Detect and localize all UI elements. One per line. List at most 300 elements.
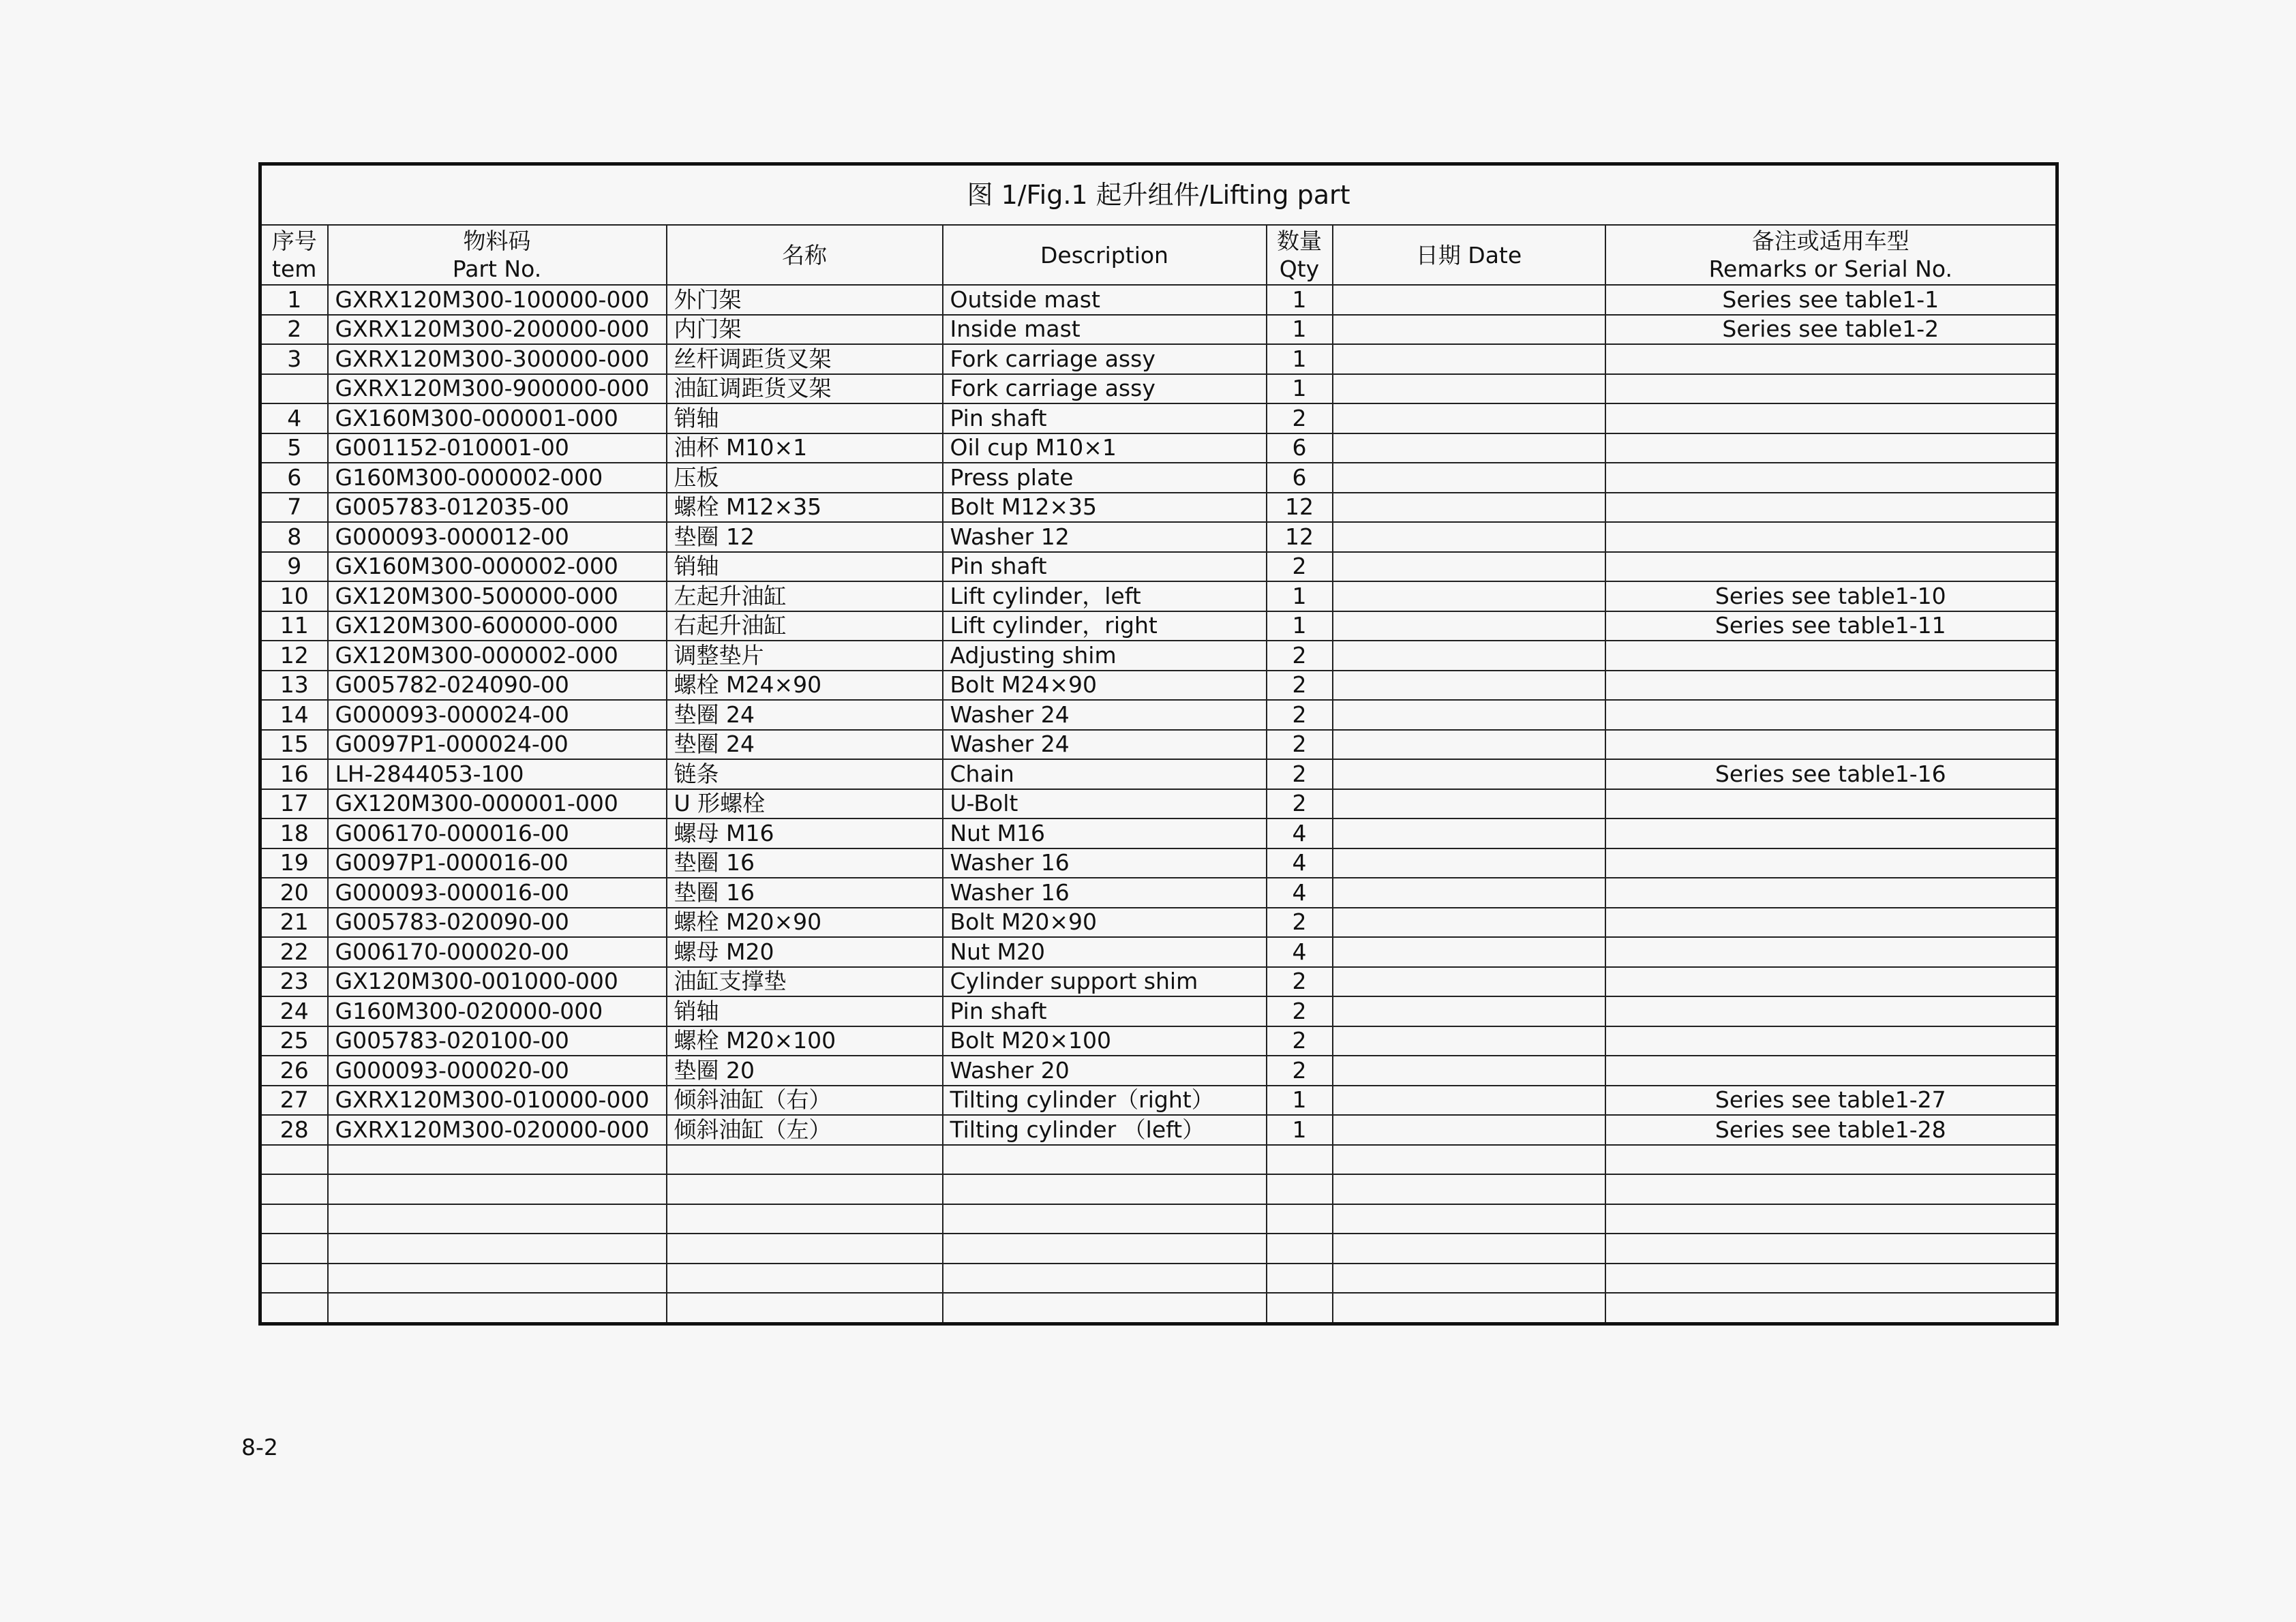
cell-item xyxy=(260,1293,328,1323)
cell-name-cn: 螺母 M20 xyxy=(667,937,943,967)
cell-item: 12 xyxy=(260,641,328,671)
cell-name-cn: 压板 xyxy=(667,463,943,493)
cell-name-cn xyxy=(667,1264,943,1294)
cell-qty: 2 xyxy=(1267,671,1333,701)
cell-remarks: Series see table1-27 xyxy=(1605,1086,2057,1116)
cell-qty: 1 xyxy=(1267,285,1333,315)
cell-item: 1 xyxy=(260,285,328,315)
cell-remarks xyxy=(1605,937,2057,967)
cell-qty xyxy=(1267,1174,1333,1204)
cell-name-cn: 螺栓 M24×90 xyxy=(667,671,943,701)
cell-part-no xyxy=(328,1174,667,1204)
cell-item: 9 xyxy=(260,552,328,582)
cell-item xyxy=(260,1204,328,1234)
table-row xyxy=(260,700,2057,730)
cell-item: 17 xyxy=(260,789,328,819)
cell-date xyxy=(1333,967,1605,997)
cell-date xyxy=(1333,1234,1605,1264)
table-row xyxy=(260,1086,2057,1116)
cell-name-cn: 倾斜油缸（左） xyxy=(667,1115,943,1145)
cell-part-no: GXRX120M300-900000-000 xyxy=(328,374,667,404)
cell-description: U-Bolt xyxy=(943,789,1267,819)
cell-item: 5 xyxy=(260,433,328,463)
table-title-row xyxy=(260,164,2057,226)
table-row xyxy=(260,1056,2057,1086)
header-remarks xyxy=(1605,225,2057,285)
table-row xyxy=(260,789,2057,819)
cell-name-cn: 油杯 M10×1 xyxy=(667,433,943,463)
cell-remarks xyxy=(1605,878,2057,908)
cell-qty: 6 xyxy=(1267,463,1333,493)
table-row xyxy=(260,1026,2057,1056)
cell-item xyxy=(260,374,328,404)
cell-part-no xyxy=(328,1234,667,1264)
cell-date xyxy=(1333,522,1605,552)
cell-name-cn: 螺栓 M20×100 xyxy=(667,1026,943,1056)
cell-remarks xyxy=(1605,1145,2057,1175)
cell-name-cn: 链条 xyxy=(667,759,943,789)
cell-qty xyxy=(1267,1234,1333,1264)
table-header-row xyxy=(260,225,2057,285)
cell-date xyxy=(1333,581,1605,611)
cell-description: Oil cup M10×1 xyxy=(943,433,1267,463)
cell-name-cn: 垫圈 16 xyxy=(667,878,943,908)
cell-remarks xyxy=(1605,848,2057,878)
cell-date xyxy=(1333,552,1605,582)
cell-qty: 1 xyxy=(1267,374,1333,404)
cell-part-no xyxy=(328,1204,667,1234)
cell-remarks xyxy=(1605,1234,2057,1264)
cell-date xyxy=(1333,611,1605,641)
cell-qty: 2 xyxy=(1267,730,1333,760)
table-row xyxy=(260,967,2057,997)
cell-part-no: GX160M300-000002-000 xyxy=(328,552,667,582)
table-row xyxy=(260,1293,2057,1323)
table-row xyxy=(260,878,2057,908)
header-remarks-cn: 备注或适用车型 xyxy=(1751,228,1909,254)
cell-qty: 1 xyxy=(1267,1086,1333,1116)
cell-description xyxy=(943,1264,1267,1294)
cell-date xyxy=(1333,285,1605,315)
cell-date xyxy=(1333,878,1605,908)
header-qty-en: Qty xyxy=(1279,256,1320,282)
cell-description: Washer 20 xyxy=(943,1056,1267,1086)
table-row xyxy=(260,1204,2057,1234)
cell-item xyxy=(260,1264,328,1294)
cell-qty: 1 xyxy=(1267,315,1333,345)
cell-item: 21 xyxy=(260,908,328,938)
cell-qty xyxy=(1267,1204,1333,1234)
cell-item: 10 xyxy=(260,581,328,611)
cell-name-cn: 油缸支撑垫 xyxy=(667,967,943,997)
cell-date xyxy=(1333,374,1605,404)
cell-item: 28 xyxy=(260,1115,328,1145)
cell-item: 24 xyxy=(260,996,328,1026)
cell-name-cn xyxy=(667,1174,943,1204)
cell-name-cn: 销轴 xyxy=(667,403,943,433)
cell-part-no: GX160M300-000001-000 xyxy=(328,403,667,433)
cell-remarks xyxy=(1605,493,2057,523)
cell-item: 15 xyxy=(260,730,328,760)
cell-item: 3 xyxy=(260,344,328,374)
table-row xyxy=(260,1234,2057,1264)
cell-description: Cylinder support shim xyxy=(943,967,1267,997)
cell-remarks: Series see table1-2 xyxy=(1605,315,2057,345)
cell-item: 26 xyxy=(260,1056,328,1086)
cell-description: Press plate xyxy=(943,463,1267,493)
cell-name-cn: 油缸调距货叉架 xyxy=(667,374,943,404)
cell-item: 13 xyxy=(260,671,328,701)
table-row xyxy=(260,848,2057,878)
cell-qty xyxy=(1267,1293,1333,1323)
cell-name-cn xyxy=(667,1234,943,1264)
cell-item: 8 xyxy=(260,522,328,552)
cell-remarks xyxy=(1605,463,2057,493)
cell-part-no: G001152-010001-00 xyxy=(328,433,667,463)
cell-name-cn: 螺母 M16 xyxy=(667,818,943,848)
table-row xyxy=(260,641,2057,671)
cell-part-no: LH-2844053-100 xyxy=(328,759,667,789)
table-row xyxy=(260,315,2057,345)
cell-remarks xyxy=(1605,522,2057,552)
cell-name-cn: 垫圈 24 xyxy=(667,730,943,760)
cell-remarks xyxy=(1605,700,2057,730)
cell-remarks xyxy=(1605,1026,2057,1056)
cell-remarks xyxy=(1605,1174,2057,1204)
cell-date xyxy=(1333,403,1605,433)
cell-remarks: Series see table1-1 xyxy=(1605,285,2057,315)
cell-part-no: GX120M300-001000-000 xyxy=(328,967,667,997)
cell-description: Fork carriage assy xyxy=(943,374,1267,404)
cell-qty: 4 xyxy=(1267,848,1333,878)
cell-date xyxy=(1333,700,1605,730)
cell-remarks xyxy=(1605,1293,2057,1323)
cell-remarks: Series see table1-11 xyxy=(1605,611,2057,641)
header-item-en: tem xyxy=(272,256,317,282)
cell-description xyxy=(943,1174,1267,1204)
cell-date xyxy=(1333,315,1605,345)
cell-name-cn: 销轴 xyxy=(667,996,943,1026)
table-row xyxy=(260,908,2057,938)
cell-date xyxy=(1333,730,1605,760)
cell-part-no: G006170-000016-00 xyxy=(328,818,667,848)
cell-description: Tilting cylinder （left） xyxy=(943,1115,1267,1145)
table-row xyxy=(260,1145,2057,1175)
cell-item: 25 xyxy=(260,1026,328,1056)
cell-remarks xyxy=(1605,1264,2057,1294)
cell-item xyxy=(260,1234,328,1264)
cell-description: Fork carriage assy xyxy=(943,344,1267,374)
cell-qty: 4 xyxy=(1267,937,1333,967)
cell-date xyxy=(1333,1264,1605,1294)
cell-date xyxy=(1333,1086,1605,1116)
header-date: 日期 Date xyxy=(1333,225,1605,285)
cell-date xyxy=(1333,908,1605,938)
cell-part-no: G000093-000012-00 xyxy=(328,522,667,552)
header-description: Description xyxy=(943,225,1267,285)
cell-item: 23 xyxy=(260,967,328,997)
cell-qty: 4 xyxy=(1267,818,1333,848)
cell-part-no: G005783-020090-00 xyxy=(328,908,667,938)
cell-description: Washer 24 xyxy=(943,700,1267,730)
cell-part-no: GXRX120M300-300000-000 xyxy=(328,344,667,374)
cell-description: Nut M20 xyxy=(943,937,1267,967)
cell-name-cn: 销轴 xyxy=(667,552,943,582)
cell-qty: 2 xyxy=(1267,1026,1333,1056)
cell-date xyxy=(1333,1293,1605,1323)
cell-item: 20 xyxy=(260,878,328,908)
cell-description: Bolt M20×100 xyxy=(943,1026,1267,1056)
cell-part-no: GXRX120M300-100000-000 xyxy=(328,285,667,315)
cell-date xyxy=(1333,671,1605,701)
table-body xyxy=(260,285,2057,1323)
cell-remarks: Series see table1-10 xyxy=(1605,581,2057,611)
cell-item: 22 xyxy=(260,937,328,967)
cell-qty: 2 xyxy=(1267,552,1333,582)
cell-qty xyxy=(1267,1264,1333,1294)
cell-qty: 6 xyxy=(1267,433,1333,463)
cell-date xyxy=(1333,493,1605,523)
cell-remarks xyxy=(1605,789,2057,819)
cell-part-no: GXRX120M300-200000-000 xyxy=(328,315,667,345)
cell-date xyxy=(1333,344,1605,374)
table-row xyxy=(260,1264,2057,1294)
cell-description: Nut M16 xyxy=(943,818,1267,848)
cell-date xyxy=(1333,848,1605,878)
table-row xyxy=(260,344,2057,374)
cell-qty: 1 xyxy=(1267,611,1333,641)
table-row xyxy=(260,552,2057,582)
cell-qty: 12 xyxy=(1267,493,1333,523)
cell-remarks xyxy=(1605,433,2057,463)
cell-date xyxy=(1333,433,1605,463)
cell-qty: 2 xyxy=(1267,641,1333,671)
cell-date xyxy=(1333,789,1605,819)
cell-qty: 2 xyxy=(1267,700,1333,730)
cell-name-cn: 螺栓 M12×35 xyxy=(667,493,943,523)
table-row xyxy=(260,759,2057,789)
cell-date xyxy=(1333,1174,1605,1204)
cell-qty: 2 xyxy=(1267,996,1333,1026)
cell-qty: 4 xyxy=(1267,878,1333,908)
cell-qty: 1 xyxy=(1267,581,1333,611)
cell-date xyxy=(1333,641,1605,671)
cell-qty: 1 xyxy=(1267,344,1333,374)
cell-description: Lift cylinder，left xyxy=(943,581,1267,611)
header-part-en: Part No. xyxy=(452,256,542,282)
cell-remarks xyxy=(1605,996,2057,1026)
cell-description: Lift cylinder，right xyxy=(943,611,1267,641)
cell-name-cn: 垫圈 20 xyxy=(667,1056,943,1086)
cell-name-cn: 垫圈 16 xyxy=(667,848,943,878)
cell-description: Tilting cylinder（right） xyxy=(943,1086,1267,1116)
cell-date xyxy=(1333,463,1605,493)
cell-remarks: Series see table1-16 xyxy=(1605,759,2057,789)
cell-item: 11 xyxy=(260,611,328,641)
header-qty-cn: 数量 xyxy=(1277,228,1322,254)
cell-item: 16 xyxy=(260,759,328,789)
cell-name-cn xyxy=(667,1204,943,1234)
table-row xyxy=(260,611,2057,641)
parts-table xyxy=(258,162,2059,1326)
cell-item: 2 xyxy=(260,315,328,345)
table-row xyxy=(260,463,2057,493)
cell-item: 6 xyxy=(260,463,328,493)
cell-part-no: GXRX120M300-010000-000 xyxy=(328,1086,667,1116)
cell-part-no: G006170-000020-00 xyxy=(328,937,667,967)
cell-description: Chain xyxy=(943,759,1267,789)
cell-name-cn: 倾斜油缸（右） xyxy=(667,1086,943,1116)
header-name-cn: 名称 xyxy=(667,225,943,285)
cell-date xyxy=(1333,1145,1605,1175)
cell-description: Bolt M12×35 xyxy=(943,493,1267,523)
cell-part-no: G160M300-020000-000 xyxy=(328,996,667,1026)
cell-qty: 12 xyxy=(1267,522,1333,552)
cell-qty: 2 xyxy=(1267,967,1333,997)
table-row xyxy=(260,1115,2057,1145)
cell-item: 18 xyxy=(260,818,328,848)
cell-remarks xyxy=(1605,374,2057,404)
cell-part-no: GXRX120M300-020000-000 xyxy=(328,1115,667,1145)
cell-name-cn: 垫圈 24 xyxy=(667,700,943,730)
cell-item xyxy=(260,1174,328,1204)
table-title: 图 1/Fig.1 起升组件/Lifting part xyxy=(260,164,2057,226)
cell-remarks xyxy=(1605,967,2057,997)
cell-part-no: G160M300-000002-000 xyxy=(328,463,667,493)
table-row xyxy=(260,403,2057,433)
table-row xyxy=(260,433,2057,463)
cell-part-no: GX120M300-000002-000 xyxy=(328,641,667,671)
cell-part-no: G005783-020100-00 xyxy=(328,1026,667,1056)
cell-description: Washer 24 xyxy=(943,730,1267,760)
cell-remarks xyxy=(1605,730,2057,760)
table-row xyxy=(260,374,2057,404)
cell-description: Inside mast xyxy=(943,315,1267,345)
cell-remarks xyxy=(1605,818,2057,848)
cell-description: Adjusting shim xyxy=(943,641,1267,671)
cell-qty: 2 xyxy=(1267,759,1333,789)
cell-remarks xyxy=(1605,1204,2057,1234)
cell-part-no xyxy=(328,1293,667,1323)
cell-date xyxy=(1333,1115,1605,1145)
table-row xyxy=(260,818,2057,848)
cell-description: Washer 12 xyxy=(943,522,1267,552)
cell-name-cn: 丝杆调距货叉架 xyxy=(667,344,943,374)
cell-part-no: GX120M300-600000-000 xyxy=(328,611,667,641)
header-part-cn: 物料码 xyxy=(463,228,531,254)
cell-remarks xyxy=(1605,1056,2057,1086)
cell-name-cn: 外门架 xyxy=(667,285,943,315)
cell-description: Pin shaft xyxy=(943,996,1267,1026)
cell-part-no xyxy=(328,1145,667,1175)
cell-remarks xyxy=(1605,641,2057,671)
cell-part-no: G0097P1-000024-00 xyxy=(328,730,667,760)
table-row xyxy=(260,1174,2057,1204)
cell-item: 19 xyxy=(260,848,328,878)
cell-description xyxy=(943,1293,1267,1323)
cell-name-cn: 右起升油缸 xyxy=(667,611,943,641)
cell-name-cn: 内门架 xyxy=(667,315,943,345)
page-number: 8-2 xyxy=(241,1434,278,1460)
cell-qty xyxy=(1267,1145,1333,1175)
cell-remarks xyxy=(1605,671,2057,701)
cell-part-no: G005782-024090-00 xyxy=(328,671,667,701)
cell-date xyxy=(1333,996,1605,1026)
cell-remarks xyxy=(1605,908,2057,938)
cell-description: Outside mast xyxy=(943,285,1267,315)
cell-qty: 1 xyxy=(1267,1115,1333,1145)
table-row xyxy=(260,493,2057,523)
cell-remarks: Series see table1-28 xyxy=(1605,1115,2057,1145)
cell-description: Pin shaft xyxy=(943,403,1267,433)
cell-item: 14 xyxy=(260,700,328,730)
cell-item xyxy=(260,1145,328,1175)
cell-name-cn xyxy=(667,1145,943,1175)
cell-remarks xyxy=(1605,344,2057,374)
cell-description: Bolt M20×90 xyxy=(943,908,1267,938)
cell-name-cn: 调整垫片 xyxy=(667,641,943,671)
header-item-cn: 序号 xyxy=(271,228,317,254)
cell-item: 27 xyxy=(260,1086,328,1116)
cell-date xyxy=(1333,818,1605,848)
cell-qty: 2 xyxy=(1267,789,1333,819)
cell-qty: 2 xyxy=(1267,908,1333,938)
cell-part-no: G000093-000024-00 xyxy=(328,700,667,730)
cell-item: 7 xyxy=(260,493,328,523)
table-row xyxy=(260,996,2057,1026)
cell-name-cn xyxy=(667,1293,943,1323)
cell-description: Pin shaft xyxy=(943,552,1267,582)
table-row xyxy=(260,581,2057,611)
cell-name-cn: 垫圈 12 xyxy=(667,522,943,552)
header-remarks-en: Remarks or Serial No. xyxy=(1708,256,1952,282)
cell-name-cn: U 形螺栓 xyxy=(667,789,943,819)
cell-part-no xyxy=(328,1264,667,1294)
header-item xyxy=(260,225,328,285)
cell-name-cn: 螺栓 M20×90 xyxy=(667,908,943,938)
cell-description xyxy=(943,1234,1267,1264)
cell-date xyxy=(1333,937,1605,967)
table-row xyxy=(260,285,2057,315)
cell-description: Washer 16 xyxy=(943,848,1267,878)
cell-description: Washer 16 xyxy=(943,878,1267,908)
cell-part-no: GX120M300-000001-000 xyxy=(328,789,667,819)
cell-description xyxy=(943,1145,1267,1175)
cell-part-no: GX120M300-500000-000 xyxy=(328,581,667,611)
cell-name-cn: 左起升油缸 xyxy=(667,581,943,611)
header-qty xyxy=(1267,225,1333,285)
cell-qty: 2 xyxy=(1267,1056,1333,1086)
cell-date xyxy=(1333,759,1605,789)
table-row xyxy=(260,671,2057,701)
cell-qty: 2 xyxy=(1267,403,1333,433)
cell-part-no: G0097P1-000016-00 xyxy=(328,848,667,878)
cell-date xyxy=(1333,1204,1605,1234)
cell-part-no: G000093-000020-00 xyxy=(328,1056,667,1086)
cell-remarks xyxy=(1605,552,2057,582)
table-row xyxy=(260,522,2057,552)
cell-date xyxy=(1333,1026,1605,1056)
table-row xyxy=(260,730,2057,760)
cell-description xyxy=(943,1204,1267,1234)
cell-part-no: G000093-000016-00 xyxy=(328,878,667,908)
cell-remarks xyxy=(1605,403,2057,433)
table-row xyxy=(260,937,2057,967)
cell-part-no: G005783-012035-00 xyxy=(328,493,667,523)
cell-item: 4 xyxy=(260,403,328,433)
cell-description: Bolt M24×90 xyxy=(943,671,1267,701)
cell-date xyxy=(1333,1056,1605,1086)
